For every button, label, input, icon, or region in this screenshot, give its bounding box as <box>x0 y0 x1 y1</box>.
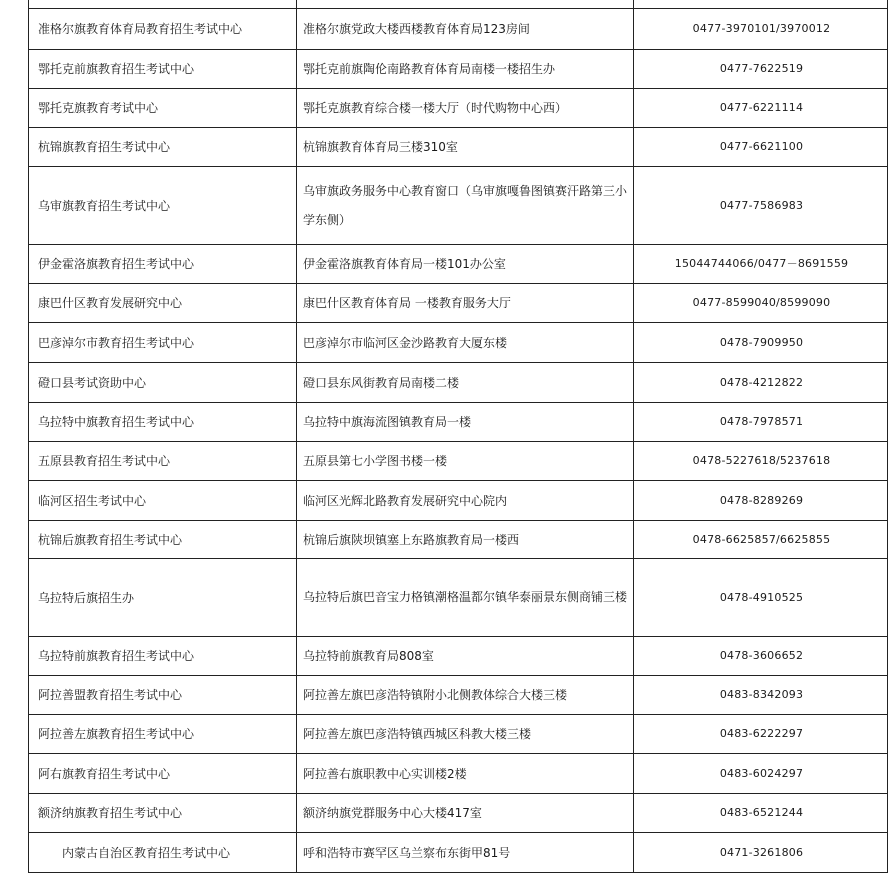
phone-cell: 0483-8342093 <box>634 676 888 715</box>
address-cell: 阿拉善左旗巴彦浩特镇附小北侧教体综合大楼三楼 <box>297 676 634 715</box>
table-row <box>29 521 888 559</box>
address-cell: 五原县第七小学图书楼一楼 <box>297 442 634 481</box>
phone-cell: 0478-6625857/6625855 <box>634 521 888 559</box>
address-cell: 乌拉特中旗海流图镇教育局一楼 <box>297 403 634 442</box>
address-cell: 乌拉特后旗巴音宝力格镇潮格温都尔镇华泰丽景东侧商铺三楼 <box>297 559 634 637</box>
center-name-cell: 阿拉善盟教育招生考试中心 <box>29 676 297 715</box>
phone-cell: 0478-4212822 <box>634 363 888 403</box>
address-cell: 额济纳旗党群服务中心大楼417室 <box>297 794 634 833</box>
center-name-cell: 乌拉特后旗招生办 <box>29 559 297 637</box>
phone-cell: 0478-5227618/5237618 <box>634 442 888 481</box>
phone-cell: 0478-4910525 <box>634 559 888 637</box>
table-row <box>29 167 888 245</box>
table-row <box>29 481 888 521</box>
table-row <box>29 128 888 167</box>
address-cell: 伊金霍洛旗教育体育局一楼101办公室 <box>297 245 634 284</box>
address-cell: 杭锦后旗陕坝镇塞上东路旗教育局一楼西 <box>297 521 634 559</box>
table-row <box>29 676 888 715</box>
center-name-cell: 阿拉善左旗教育招生考试中心 <box>29 715 297 754</box>
phone-cell: 0483-6222297 <box>634 715 888 754</box>
phone-cell: 0478-7978571 <box>634 403 888 442</box>
phone-cell: 0483-6521244 <box>634 794 888 833</box>
table-row <box>29 9 888 50</box>
phone-cell: 0477-6621100 <box>634 128 888 167</box>
center-name-cell: 额济纳旗教育招生考试中心 <box>29 794 297 833</box>
address-cell: 鄂托克前旗陶伦南路教育体育局南楼一楼招生办 <box>297 50 634 89</box>
center-name-cell: 准格尔旗教育体育局教育招生考试中心 <box>29 9 297 50</box>
table-row <box>29 363 888 403</box>
center-name-cell: 杭锦后旗教育招生考试中心 <box>29 521 297 559</box>
center-name-cell: 巴彦淖尔市教育招生考试中心 <box>29 323 297 363</box>
center-name-cell: 内蒙古自治区教育招生考试中心 <box>29 833 297 873</box>
table-row <box>29 403 888 442</box>
table-row <box>29 323 888 363</box>
address-cell: 准格尔旗党政大楼西楼教育体育局123房间 <box>297 9 634 50</box>
address-cell: 临河区光辉北路教育发展研究中心院内 <box>297 481 634 521</box>
table-row <box>29 754 888 794</box>
phone-cell: 0478-8289269 <box>634 481 888 521</box>
table-row <box>29 89 888 128</box>
address-cell: 乌审旗政务服务中心教育窗口（乌审旗嘎鲁图镇赛汗路第三小学东侧） <box>297 167 634 245</box>
table-row <box>29 559 888 637</box>
address-cell: 阿拉善左旗巴彦浩特镇西城区科教大楼三楼 <box>297 715 634 754</box>
center-name-cell: 乌拉特前旗教育招生考试中心 <box>29 637 297 676</box>
phone-cell: 0477-7586983 <box>634 167 888 245</box>
phone-cell: 0477-7622519 <box>634 50 888 89</box>
table-row <box>29 284 888 323</box>
table-row <box>29 637 888 676</box>
address-cell: 呼和浩特市赛罕区乌兰察布东街甲81号 <box>297 833 634 873</box>
center-name-cell: 乌拉特中旗教育招生考试中心 <box>29 403 297 442</box>
table-row-continuation <box>29 0 888 9</box>
table-row <box>29 50 888 89</box>
phone-cell: 0477-3970101/3970012 <box>634 9 888 50</box>
table-row <box>29 715 888 754</box>
address-cell: 磴口县东风街教育局南楼二楼 <box>297 363 634 403</box>
table-row <box>29 833 888 873</box>
address-cell: 阿拉善右旗职教中心实训楼2楼 <box>297 754 634 794</box>
phone-cell: 0483-6024297 <box>634 754 888 794</box>
center-name-cell: 磴口县考试资助中心 <box>29 363 297 403</box>
center-name-cell: 阿右旗教育招生考试中心 <box>29 754 297 794</box>
center-name-cell: 鄂托克前旗教育招生考试中心 <box>29 50 297 89</box>
address-cell: 康巴什区教育体育局 一楼教育服务大厅 <box>297 284 634 323</box>
center-name-cell: 鄂托克旗教育考试中心 <box>29 89 297 128</box>
address-cell: 巴彦淖尔市临河区金沙路教育大厦东楼 <box>297 323 634 363</box>
phone-cell: 15044744066/0477－8691559 <box>634 245 888 284</box>
center-name-cell: 五原县教育招生考试中心 <box>29 442 297 481</box>
phone-cell: 0478-7909950 <box>634 323 888 363</box>
address-cell: 乌拉特前旗教育局808室 <box>297 637 634 676</box>
center-name-cell: 杭锦旗教育招生考试中心 <box>29 128 297 167</box>
address-cell: 杭锦旗教育体育局三楼310室 <box>297 128 634 167</box>
center-name-cell: 乌审旗教育招生考试中心 <box>29 167 297 245</box>
phone-cell: 0477-8599040/8599090 <box>634 284 888 323</box>
phone-cell: 0477-6221114 <box>634 89 888 128</box>
center-name-cell: 伊金霍洛旗教育招生考试中心 <box>29 245 297 284</box>
phone-cell: 0471-3261806 <box>634 833 888 873</box>
table-row <box>29 794 888 833</box>
table-row <box>29 245 888 284</box>
center-name-cell: 康巴什区教育发展研究中心 <box>29 284 297 323</box>
phone-cell: 0478-3606652 <box>634 637 888 676</box>
exam-center-table <box>28 0 888 873</box>
center-name-cell: 临河区招生考试中心 <box>29 481 297 521</box>
table-row <box>29 442 888 481</box>
address-cell: 鄂托克旗教育综合楼一楼大厅（时代购物中心西） <box>297 89 634 128</box>
